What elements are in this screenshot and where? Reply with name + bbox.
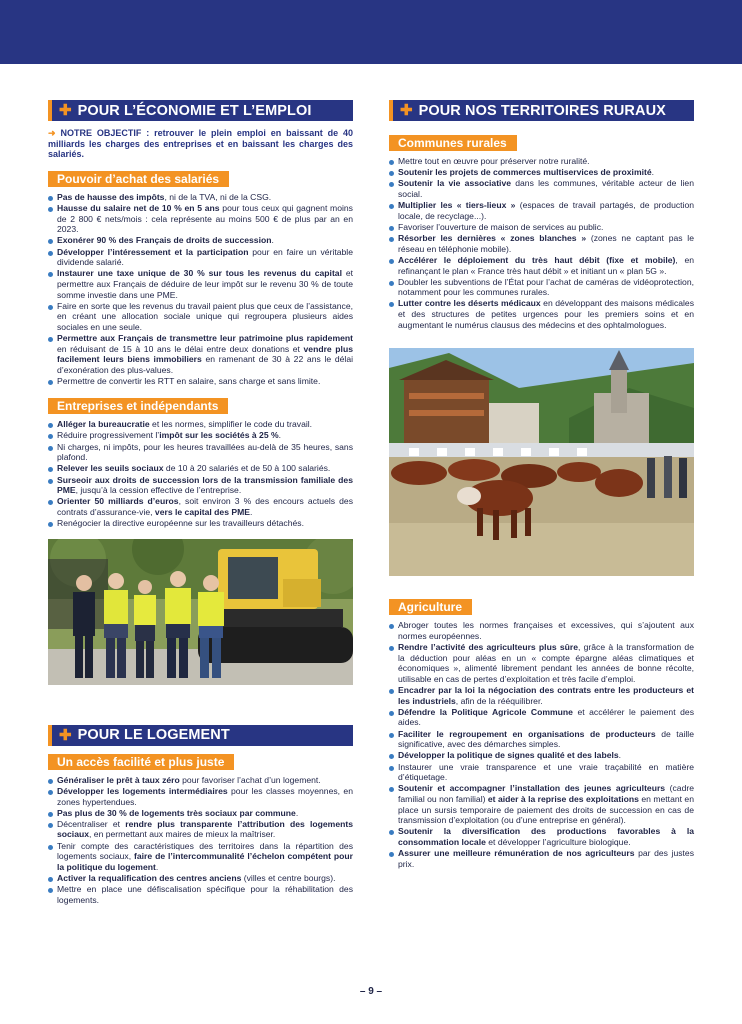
bold-text: Lutter contre les déserts médicaux: [398, 298, 541, 309]
list-item: Mettre en place une défiscalisation spécifique pour la réhabilitation des logements.: [48, 884, 353, 905]
list-item: Résorber les dernières « zones blanches » (zones ne captant pas le réseau en téléphonie mobile).: [389, 233, 694, 254]
list-item: Favoriser l’ouverture de maison de services au public.: [389, 222, 694, 233]
bold-text: faire de l’intercommunalité l’échelon compétent pour la politique du logement: [57, 851, 353, 872]
housing-section-header: [48, 725, 353, 746]
plus-icon: ✚: [59, 102, 72, 119]
bold-text: Relever les seuils sociaux: [57, 463, 164, 474]
economy-objective: [48, 128, 353, 160]
list-item: Lutter contre les déserts médicaux en développant des maisons médicales et des structures de petites urgences pour les premiers soins et en augmentant le numérus clausus des médecins et des ophtalmologues.: [389, 298, 694, 330]
bold-text: Multiplier les « tiers-lieux »: [398, 200, 516, 211]
objective-label: NOTRE OBJECTIF :: [60, 128, 150, 138]
bullet-list-entreprises: [48, 419, 353, 529]
list-item: Permettre aux Français de transmettre leur patrimoine plus rapidement en réduisant de 15 à 10 ans le délai entre deux donations et vendre plus facilement leurs biens immobiliers en ramenant de 30 à 22 ans le délai d’exonération des plus-values.: [48, 333, 353, 375]
bullet-list-logement: [48, 775, 353, 906]
bold-text: Pas plus de 30 % de logements très sociaux par commune: [57, 807, 296, 818]
bold-text: vendre plus facilement leurs biens immobiliers: [57, 343, 353, 365]
economy-section-title: POUR L’ÉCONOMIE ET L’EMPLOI: [77, 102, 312, 119]
list-item: Pas plus de 30 % de logements très sociaux par commune.: [48, 808, 353, 819]
subsection-title-entreprises: Entreprises et indépendants: [48, 398, 228, 414]
list-item: Doubler les subventions de l’État pour l’achat de caméras de vidéoprotection, notamment pour les communes rurales.: [389, 277, 694, 298]
list-item: Pas de hausse des impôts, ni de la TVA, ni de la CSG.: [48, 192, 353, 203]
bold-text: Soutenir la diversification des productions favorables à la consommation locale: [398, 826, 694, 847]
bold-text: Développer l’intéressement et la participation: [57, 246, 249, 257]
bold-text: impôt sur les sociétés à 25 %: [159, 430, 279, 441]
subsection-title-pouvoir-achat: Pouvoir d’achat des salariés: [48, 171, 229, 187]
bullet-list-communes-rurales: [389, 156, 694, 330]
bold-text: Orienter 50 milliards d’euros: [57, 496, 179, 507]
bold-text: Rendre l’activité des agriculteurs plus sûre: [398, 642, 578, 653]
bold-text: Développer la politique de signes qualité et des labels: [398, 750, 619, 761]
bold-text: vers le capital des PME: [154, 506, 250, 517]
bold-text: Alléger la bureaucratie: [57, 419, 150, 430]
bold-text: Pas de hausse des impôts: [57, 191, 165, 202]
bold-text: Permettre aux Français de transmettre leur patrimoine plus rapidement: [57, 333, 353, 344]
bold-text: Soutenir les projets de commerces multiservices de proximité: [398, 167, 652, 178]
list-item: Développer la politique de signes qualité et des labels.: [389, 750, 694, 761]
economy-section-header: [48, 100, 353, 121]
bold-text: Activer la requalification des centres anciens: [57, 873, 242, 884]
page-number: – 9 –: [359, 986, 383, 997]
list-item: Assurer une meilleure rémunération de nos agriculteurs par des justes prix.: [389, 848, 694, 869]
bold-text: Généraliser le prêt à taux zéro: [57, 774, 180, 785]
list-item: Soutenir les projets de commerces multiservices de proximité.: [389, 167, 694, 178]
list-item: Activer la requalification des centres anciens (villes et centre bourgs).: [48, 873, 353, 884]
bold-text: Faciliter le regroupement en organisations de producteurs: [398, 728, 656, 739]
left-column: [48, 100, 353, 906]
rural-section-header: [389, 100, 694, 121]
subsection-title-communes-rurales: Communes rurales: [389, 135, 517, 151]
list-item: Soutenir et accompagner l’installation des jeunes agriculteurs (cadre familial ou non familial) et aider à la reprise des exploitations en mettant en place un sursis temporaire de paiement des droits de succession en cas de transmission d’exploitation (ou d’une entreprise en général).: [389, 783, 694, 825]
list-item: Mettre tout en œuvre pour préserver notre ruralité.: [389, 156, 694, 167]
list-item: Rendre l’activité des agriculteurs plus sûre, grâce à la transformation de la déduction pour aléas en un « compte épargne aléas climatiques et économiques », alimenté librement pendant les années de bonne récolte, utilisable en cas de pertes d’exploitation et très facile d’emploi.: [389, 642, 694, 684]
photo-village-cattle-fair: [389, 348, 694, 576]
list-item: Décentraliser et rendre plus transparente l’attribution des logements sociaux, en permettant aux maires de mieux la maîtriser.: [48, 819, 353, 840]
list-item: Multiplier les « tiers-lieux » (espaces de travail partagés, de production locale, de recyclage...).: [389, 200, 694, 221]
list-item: Développer l’intéressement et la participation pour en faire un véritable dividende salarié.: [48, 247, 353, 268]
list-item: Renégocier la directive européenne sur les travailleurs détachés.: [48, 518, 353, 529]
list-item: Exonérer 90 % des Français de droits de succession.: [48, 235, 353, 246]
subsection-title-acces-facilite: Un accès facilité et plus juste: [48, 754, 234, 770]
bold-text: Surseoir aux droits de succession lors de la transmission familiale des PME: [57, 474, 353, 496]
list-item: Orienter 50 milliards d’euros, soit environ 3 % des encours actuels des contrats d’assurance-vie, vers le capital des PME.: [48, 496, 353, 517]
list-item: Surseoir aux droits de succession lors de la transmission familiale des PME, jusqu’à la cession effective de l’entreprise.: [48, 475, 353, 496]
list-item: Ni charges, ni impôts, pour les heures travaillées au-delà de 35 heures, sans plafond.: [48, 442, 353, 463]
rural-section-title: POUR NOS TERRITOIRES RURAUX: [418, 102, 666, 119]
bold-text: Assurer une meilleure rémunération de nos agriculteurs: [398, 848, 635, 859]
plus-icon: ✚: [400, 102, 413, 119]
bold-text: Résorber les dernières « zones blanches »: [398, 233, 587, 244]
arrow-icon: ➜: [48, 128, 61, 138]
photo-people-with-excavator: [48, 539, 353, 685]
bold-text: Défendre la Politique Agricole Commune: [398, 706, 573, 717]
list-item: Soutenir la diversification des productions favorables à la consommation locale et développer l’agriculture biologique.: [389, 826, 694, 847]
list-item: Instaurer une vraie transparence et une vraie traçabilité en matière d’étiquetage.: [389, 762, 694, 783]
right-column: [389, 100, 694, 870]
list-item: Accélérer le déploiement du très haut débit (fixe et mobile), en refinançant le plan « France très haut débit » et initiant un « plan 5G ».: [389, 255, 694, 276]
subsection-title-agriculture: Agriculture: [389, 599, 472, 615]
list-item: Faire en sorte que les revenus du travail paient plus que ceux de l’assistance, en créant une allocation sociale unique qui regroupera plusieurs aides sociales en une seule.: [48, 301, 353, 333]
bold-text: Accélérer le déploiement du très haut débit (fixe et mobile): [398, 254, 676, 265]
list-item: Faciliter le regroupement en organisations de producteurs de taille significative, avec des démarches simples.: [389, 729, 694, 750]
photo-construction-site: [48, 539, 353, 685]
list-item: Défendre la Politique Agricole Commune et accélérer le paiement des aides.: [389, 707, 694, 728]
list-item: Développer les logements intermédiaires pour les classes moyennes, en zones hypertendues.: [48, 786, 353, 807]
bold-text: Instaurer une taxe unique de 30 % sur tous les revenus du capital: [57, 268, 342, 279]
bold-text: Soutenir et accompagner l’installation des jeunes agriculteurs: [398, 783, 666, 794]
bullet-list-agriculture: [389, 620, 694, 869]
list-item: Permettre de convertir les RTT en salaire, sans charge et sans limite.: [48, 376, 353, 387]
bold-text: Encadrer par la loi la négociation des contrats entre les producteurs et les industriels: [398, 685, 694, 706]
bullet-list-pouvoir-achat: [48, 192, 353, 387]
top-band: [0, 0, 742, 64]
bold-text: Soutenir la vie associative: [398, 178, 512, 189]
objective-text: retrouver le plein emploi en baissant de 40 milliards les charges des entreprises et en baissant les charges des salariés.: [48, 128, 354, 160]
list-item: Instaurer une taxe unique de 30 % sur tous les revenus du capital et permettre aux Français de déduire de leur impôt sur le revenu 30 % de toute somme investie dans une PME.: [48, 268, 353, 300]
list-item: Hausse du salaire net de 10 % en 5 ans pour tous ceux qui gagnent moins de 2 800 € nets/mois : cela représente au moins 500 € de plus par an en 2023.: [48, 203, 353, 235]
bold-text: et aider à la reprise des exploitations: [487, 793, 639, 804]
list-item: Généraliser le prêt à taux zéro pour favoriser l’achat d’un logement.: [48, 775, 353, 786]
list-item: Soutenir la vie associative dans les communes, véritable acteur de lien social.: [389, 178, 694, 199]
housing-section-title: POUR LE LOGEMENT: [77, 727, 230, 744]
bold-text: Exonérer 90 % des Français de droits de succession: [57, 235, 272, 246]
plus-icon: ✚: [59, 726, 72, 744]
list-item: Alléger la bureaucratie et les normes, simplifier le code du travail.: [48, 419, 353, 430]
bold-text: Hausse du salaire net de 10 % en 5 ans: [57, 202, 220, 213]
photo-cows-village-church: [389, 348, 694, 576]
list-item: Réduire progressivement l’impôt sur les sociétés à 25 %.: [48, 430, 353, 441]
list-item: Relever les seuils sociaux de 10 à 20 salariés et de 50 à 100 salariés.: [48, 463, 353, 474]
bold-text: rendre plus transparente l’attribution des logements sociaux: [57, 818, 353, 840]
list-item: Encadrer par la loi la négociation des contrats entre les producteurs et les industriels, afin de la rééquilibrer.: [389, 685, 694, 706]
bold-text: Développer les logements intermédiaires: [57, 785, 228, 796]
list-item: Abroger toutes les normes françaises et excessives, qui s’ajoutent aux normes européennes.: [389, 620, 694, 641]
list-item: Tenir compte des caractéristiques des territoires dans la répartition des logements sociaux, faire de l’intercommunalité l’échelon compétent pour la politique du logement.: [48, 841, 353, 873]
